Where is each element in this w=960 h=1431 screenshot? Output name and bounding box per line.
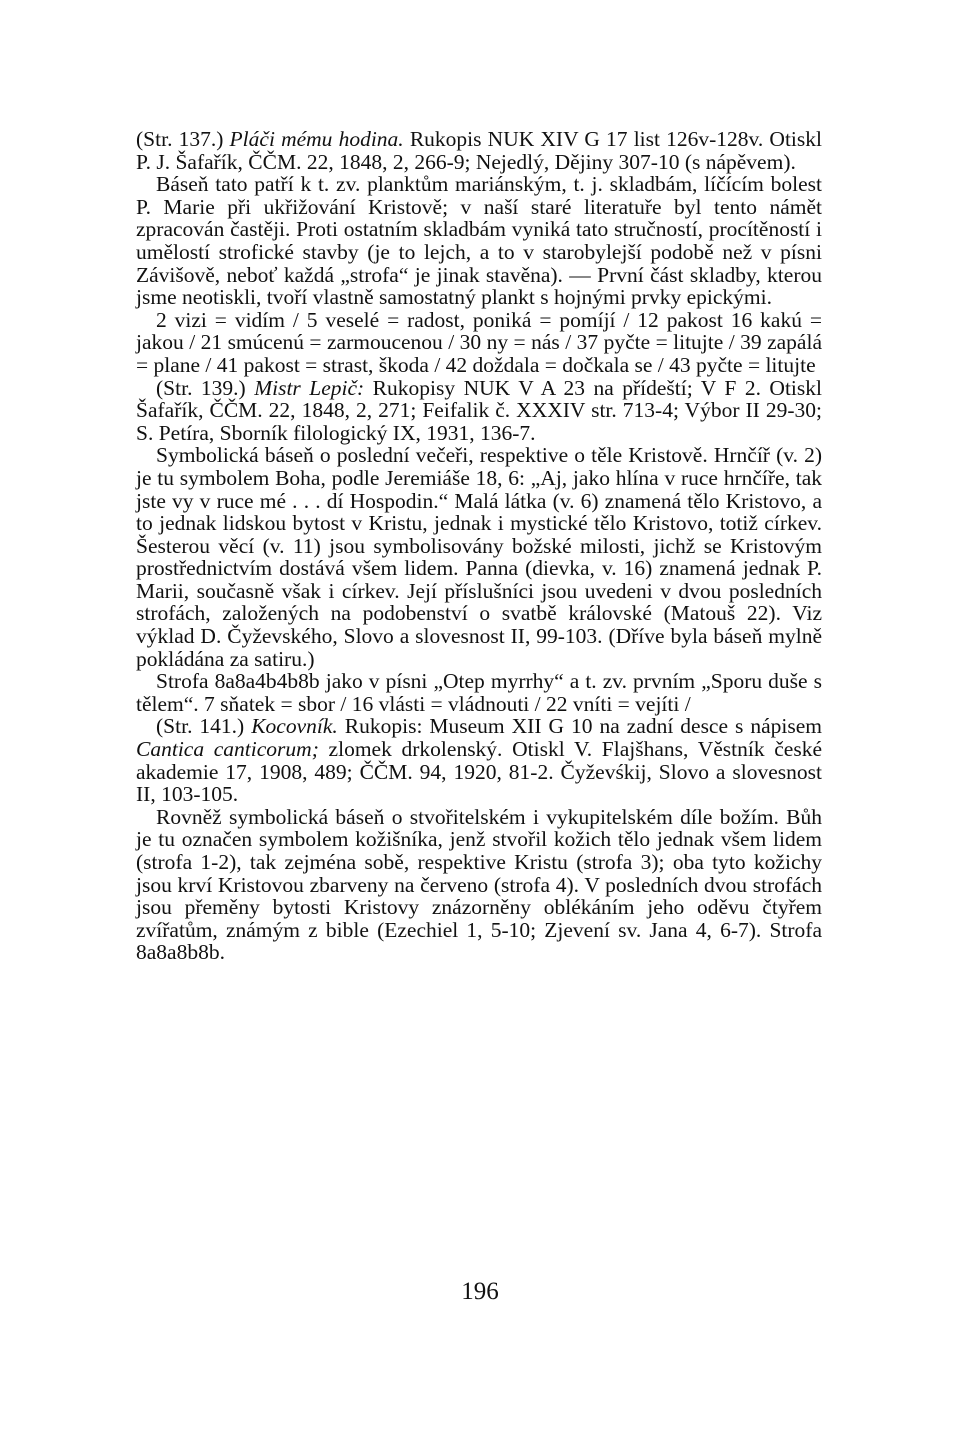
page-body <box>136 128 822 964</box>
note-source-title: Cantica canticorum; <box>136 737 319 762</box>
note-title: Kocovník. <box>251 714 338 739</box>
note-source-a: Rukopis: Museum XII G 10 na zadní desce s nápisem <box>344 714 823 739</box>
note-139-strophe: Strofa 8a8a4b4b8b jako v písni „Otep myrrhy“ a t. zv. prvním „Sporu duše s tělem“. 7 sňatek = sbor / 16 vlásti = vládnouti / 22 vníti = vejíti / <box>136 669 822 716</box>
note-source-b: zlomek drkolenský. Otiskl V. Flajšhans, Věstník české akademie 17, 1908, 489; ČČM. 94, 1920, 81-2. Čyževśkij, Slovo a slovesnost II, 103-105. <box>136 737 823 807</box>
note-137-commentary: Báseň tato patří k t. zv. planktům mariánským, t. j. skladbám, líčícím bolest P. Marie při ukřižování Kristově; v naší staré literatuře byl tento námět zpracován častěji. Proti ostatním skladbám vyniká tato stručností, procítěností i umělostí strofické stavby (je to lejch, a to v starobylejší podobě než v písni Závišově, neboť každá „strofa“ je jinak stavěna). — První část skladby, kterou jsme neotiskli, tvoří vlastně samostatný plankt s hojnými prvky epickými. <box>136 172 822 310</box>
note-ref: (Str. 137.) <box>136 127 224 151</box>
note-ref: (Str. 141.) <box>156 714 245 739</box>
note-ref: (Str. 139.) <box>156 375 246 400</box>
page-number: 196 <box>461 1278 499 1305</box>
note-137-glossary: 2 vizi = vidím / 5 veselé = radost, poniká = pomíjí / 12 pakost 16 kakú = jakou / 21 smúcenú = zarmoucenou / 30 ny = nás / 37 pyčte = litujte / 39 zapálá = plane / 41 pakost = strast, škoda / 42 doždala = dočkala se / 43 pyčte = litujte <box>136 307 822 377</box>
note-139-header <box>136 377 822 445</box>
note-137-header <box>136 128 822 173</box>
note-141-header <box>136 715 822 805</box>
note-source: Rukopis NUK XIV G 17 list 126v-128v. Otiskl P. J. Šafařík, ČČM. 22, 1848, 2, 266-9; Nejedlý, Dějiny 307-10 (s nápěvem). <box>136 127 822 174</box>
note-141-commentary: Rovněž symbolická báseň o stvořitelském i vykupitelském díle božím. Bůh je tu označen symbolem kožišníka, jenž stvořil kožich tělo jednak všem lidem (strofa 1-2), tak zejména sobě, respektive Kristu (strofa 3); oba tyto kožichy jsou krví Kristovou zbarveny na červeno (strofa 4). V posledních dvou strofách jsou přeměny bytosti Kristovy znázorněny oblékáním jeho oděvu čtyřem zvířatům, známým z bible (Ezechiel 1, 5-10; Zjevení sv. Jana 4, 6-7). Strofa 8a8a8b8b. <box>136 804 822 965</box>
note-139-commentary: Symbolická báseň o poslední večeři, respektive o těle Kristově. Hrnčíř (v. 2) je tu symbolem Boha, podle Jeremiáše 18, 6: „Aj, jako hlína v ruce hrnčíře, tak jste vy v ruce mé . . . dí Hospodin.“ Malá látka (v. 6) znamená tělo Kristovo, a to jednak lidskou bytost v Kristu, jednak i mystické tělo Kristovo, totiž církev. Šesterou věcí (v. 11) jsou symbolisovány božské milosti, jichž se Kristovým prostřednictvím dostává všem lidem. Panna (dievka, v. 16) znamená jednak P. Marii, současně však i církev. Její příslušníci jsou uvedeni v dvou posledních strofách, založených na podobenství o svatbě královské (Matouš 22). Viz výklad D. Čyževského, Slovo a slovesnost II, 99-103. (Dříve byla báseň mylně pokládána za satiru.) <box>136 443 822 671</box>
note-source: Rukopisy NUK V A 23 na přídeští; V F 2. Otiskl Šafařík, ČČM. 22, 1848, 2, 271; Feifalik č. XXXIV str. 713-4; Výbor II 29-30; S. Petíra, Sborník filologický IX, 1931, 136-7. <box>136 375 822 445</box>
note-title: Pláči mému hodina. <box>229 127 404 151</box>
note-title: Mistr Lepič: <box>254 375 365 400</box>
